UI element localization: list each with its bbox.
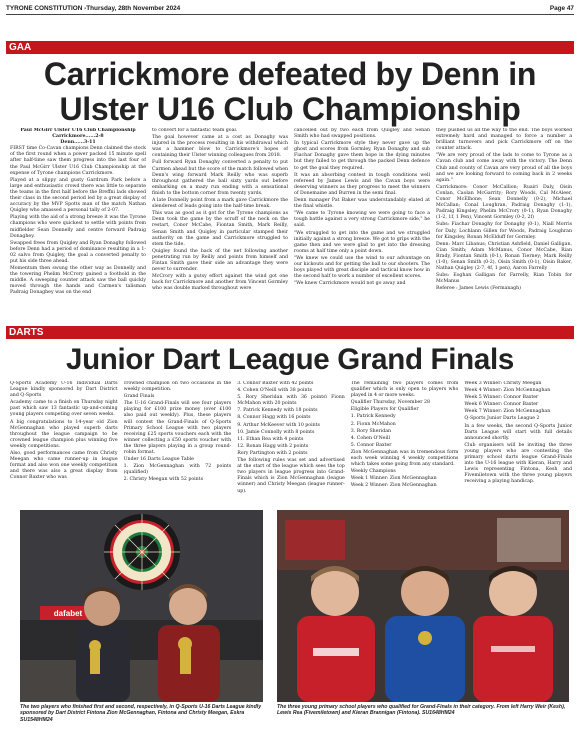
subheading: Q-Sports Junior Darts League 2 bbox=[464, 416, 540, 422]
team-list-denn: Denn: Marc Libanus; Christian Ashfield, Daniel Galligan, Cian Smith; Adam McManus, Conor McCabe, Rian Brady, Fiontan Smith (0-1), Ronan Tierney; Mark Reilly (1-0), Senan Smith (0-2), Oisin Smith (0-1), Oisin Baker, Nathan Quigley (2-7, 4f, 1 pen), Aaron Farrelly bbox=[436, 241, 572, 272]
section-label-darts: DARTS bbox=[9, 327, 44, 338]
paragraph: to convert for a fantastic team goal. bbox=[152, 128, 238, 133]
paragraph: Academy came to a finish on Thursday night past which saw 13 fantastic up-and-coming young players competing over seven weeks. bbox=[10, 400, 118, 418]
photo-darts-winners-illustration bbox=[20, 510, 263, 702]
section-label-gaa: GAA bbox=[9, 42, 32, 53]
paragraph: "We came to Tyrone knowing we were going to face a tough battle against a very strong Carrickmore side," he said. bbox=[294, 211, 430, 229]
paragraph: Club organisers will be inviting the three young players who are contesting the primary school darts league Grand-Finals into the U-16 league with Kieran, Harry and Lewis representing Fintona, Kesh and Fivemiletown with the three young players receiving a playing handicap. bbox=[464, 442, 572, 485]
paragraph: In a few weeks, the second Q-Sports Junior Darts League will start with full details announced shortly. bbox=[464, 423, 572, 441]
page-number: Page 47 bbox=[549, 4, 574, 12]
weekly-winner: Week 2 Winner: Zion McGennaghan bbox=[350, 483, 437, 489]
darts-headline: Junior Dart League Grand Finals bbox=[65, 343, 515, 376]
qualifier-row: 3. Rory Sheridan bbox=[350, 428, 392, 434]
league-table-row: 7. Patrick Kennedy with 18 points bbox=[237, 408, 318, 414]
subs-carrickmore: Subs: Fiachar Donaghy for Donaghy (0-1), Niall Morris for Daly, Lochlann Gillen for Woods, Padraig Loughran for Kingsley, Ronan McElduff for Gormley. bbox=[436, 222, 572, 240]
photo-caption-left: The two players who finished first and second, respectively, in Q-Sports U-16 Darts League kindly sponsored by Dart District Fintona Zion McGennaghan, Fintona and Christy Meegan, Eskra SU1548HM24 bbox=[20, 704, 262, 723]
paragraph: This was as good as it got for the Tyrone champions as Denn took the game by the scruff of the neck on the restart, Conor McCabe, Fiontan Smith, Mark Reilly, Senan Smith and Quigley in particular stamped their authority on the game and Carrickmore struggled to stem the tide. bbox=[152, 211, 288, 247]
weekly-winner: Week 1 Winner: Zion McGennaghan bbox=[350, 476, 437, 482]
league-table-row: 12. Ronan Hagg with 2 points bbox=[237, 443, 309, 449]
paragraph: Momentum then swung the other way as Donnelly and the towering Phelim McCrory gained a foothold in the middle. A sweeping counter attack saw the ball quickly moved through the hands and Carmen's talisman Padraig Donaghey was on the end bbox=[10, 266, 146, 296]
referee: Referee : James Lewis (Fermanagh) bbox=[436, 286, 521, 292]
league-table-row: 3. Connor Baxter with 42 points bbox=[237, 381, 314, 386]
league-table-row: 10. Jamie Connolly with 8 points bbox=[237, 429, 315, 435]
darts-article bbox=[10, 381, 572, 506]
photo-primary-school-players-illustration bbox=[277, 510, 569, 702]
paragraph: The U-16 Grand-Finals will see four players playing for £100 prize money (over £100 also paid out weekly). Plus, these players will contest the Grand-Finals of Q-Sports Primary School League with two players receiving £25 sports vouchers each with the winner collecting a £50 sports voucher with the three players playing in a group round-robin format. bbox=[123, 401, 232, 456]
weekly-winner: Week 5 Winner: Connor Baxter bbox=[464, 395, 539, 401]
darts-column bbox=[237, 381, 345, 506]
subheading: Under 16 Darts League Table bbox=[123, 457, 194, 463]
gaa-column bbox=[152, 128, 288, 324]
paragraph: The remaining two players comes from qualifier which is only open to players who played in 4 or more weeks. bbox=[350, 381, 459, 399]
subheading: Grand Finals bbox=[123, 394, 155, 400]
weekly-winner: Week 4 Winner: Zion McGennaghan bbox=[464, 388, 551, 394]
league-table-row: 9. Arthur McKeever with 10 points bbox=[237, 422, 320, 428]
gaa-headline: Carrickmore defeated by Denn in Ulster U16 Club Championship bbox=[43, 56, 537, 127]
paragraph: FIRST time Co-Cavan champions Denn claimed the stock of the first round when a power packed 15 minute spell after half-time saw them progress into the last four of the Paul McGirr Ulster U16 Club Championship at the expense of Tyrone champions Carrickmore. bbox=[10, 146, 146, 176]
paragraph: "We knew we could use the wind to our advantage on our kickouts and for getting the ball to our shooters. The boys played with great disciple and tactical know how in the second half to work a number of excellent scores. bbox=[294, 255, 430, 280]
weekly-winner: Week 3 Winner: Christy Meegan bbox=[464, 381, 542, 386]
paragraph: they pushed us all the way to the end. The boys worked extremely hard and managed to force a number a brilliant turnovers and pick Carrickmore off on the counter attack. bbox=[436, 128, 572, 152]
darts-column bbox=[124, 381, 232, 506]
paragraph: Full forward Ryan Donaghy converted a penalty to put Carmen ahead but the score of the match followed when Denn's wing forward Mark Reilly who was superb throughout gathered the ball sixty yards out before embarking on a mazy run ending with a sensational finish to the bottom corner from twenty yards. bbox=[152, 160, 288, 196]
weekly-winner: Week 7 Winner: Zion McGennaghan bbox=[464, 409, 551, 415]
paragraph: crowned champion on two occasions in the weekly competition. bbox=[123, 381, 232, 393]
masthead bbox=[6, 2, 574, 15]
gaa-column bbox=[436, 128, 572, 324]
darts-column bbox=[10, 381, 118, 506]
qualifier-row: 1. Patrick Kennedy bbox=[350, 414, 396, 420]
paragraph: Denn manager Pat Baker was understandably elated at the final whistle. bbox=[294, 198, 430, 210]
subheading: Eligible Players for Qualifier bbox=[350, 407, 419, 413]
paragraph: It was an absorbing contest in tough conditions well refereed by James Lewis and the Cavan boys were deserving winners as they progress to meet the winners of Donemaine and Burren in the semi final. bbox=[294, 172, 430, 196]
league-table-row: 11. Ethan Rea with 4 points bbox=[237, 436, 304, 442]
league-table-row: Rory Partington with 2 points bbox=[237, 450, 308, 456]
subheading: Weekly Champions bbox=[350, 469, 396, 475]
league-table-row: 2. Christy Meegan with 52 points bbox=[123, 477, 203, 483]
gaa-byline-score-1: Carrickmore......2-8 bbox=[52, 134, 104, 140]
paragraph: A big congratulations to 14-year old Zion McGennaghan who played superb darts throughout the league campaign to be crowned league champion plus winning five weekly competitions. bbox=[10, 419, 118, 449]
subs-denn: Subs: Eoghan Galligan for Farrelly, Rian Tobin for McManus bbox=[436, 273, 572, 285]
sponsor-banner-text: dafabet bbox=[53, 609, 83, 618]
paragraph: A late Donnelly point from a mark gave Carrickmore the slenderest of leads going into the half-time break. bbox=[152, 198, 288, 210]
gaa-article bbox=[10, 128, 572, 324]
paragraph: In typical Carrickmore style they never gave up the ghost and scores from Gormley, Ryan Donaghy and sub Fiachar Donaghy gave them hope in the dying minutes but they failed to get through the packed Denn defence to get the goal they required. bbox=[294, 141, 430, 171]
qualifier-row: 4. Cohen O'Neill bbox=[350, 435, 390, 441]
section-bar-darts bbox=[6, 326, 574, 339]
darts-column bbox=[464, 381, 572, 506]
league-table-row: 5. Rory Sheridan with 36 points\ Fionn McMahon with 20 points bbox=[237, 395, 345, 407]
team-list-carrickmore: Carrickmore: Conor McCallion; Ruairi Daly, Oisin Conlan, Caolan McGarrity; Rory Woods, Cal McAleer, Conor McElhone; Sean Donnelly (0-2), Michael McCallan; Conal Loughran, Padraig Donaghy (1-1), Padraig Kingsley, Phelim McCrory (0-1), Ryan Donaghy (1-2, 1f, 1 Pen), Vincent Gormley (0-2, 2f) bbox=[436, 184, 572, 221]
gaa-column bbox=[10, 128, 146, 324]
photo-darts-winners bbox=[20, 510, 263, 702]
qualifier-row: 5. Connor Baxter bbox=[350, 442, 392, 448]
gaa-byline-score-2: Denn......3-11 bbox=[60, 140, 96, 146]
qualifier-row: 2. Fionn McMahon bbox=[350, 421, 396, 427]
paragraph: Swapped frees from Quigley and Ryan Donaghy followed before Denn had a period of dominance resulting in a 1-02 salvo from Quigley, the goal a converted penalty to put his side three ahead. bbox=[10, 240, 146, 264]
photo-primary-school-players bbox=[277, 510, 569, 702]
photo-caption-right: The three young primary school players who qualified for Grand-Finals in their category. From left Harry Weir (Kesh), Lewis Rea (Fivemiletown) and Kieran Brannigan (Fintona). SU1648HM24 bbox=[277, 704, 566, 717]
paragraph: cancelled out by two each from Quigley and Senan Smith who had swapped positions. bbox=[294, 128, 430, 140]
paragraph: Played at a slippy and gusty Gardrum Park before a large and enthusiastic crowd there was little to separate the teams in the first half before the Breffni lads showed their class in the second period led by a great display of accuracy by the MVP Spotts man of the match Nathan Quigley who amassed a personal tally of 2-07. bbox=[10, 177, 146, 214]
paragraph: McCrory with a gutsy effort against the wind got one back for Carrickmore and another from Vincent Gormley who was double marked throughout were bbox=[152, 274, 288, 292]
paragraph: The following rules was set and advertised at the start of the league which sees the top two players in league progress into Grand-Finals which is Zion McGennaghan (league winner) and Christy Meegan (league runner-up). bbox=[237, 458, 345, 494]
paragraph: Quigley found the back of the net following another penetrating run by Reilly and points from himself and Fintan Smith gave their side an advantage they were never to surrender. bbox=[152, 248, 288, 273]
subheading: Qualifier Thursday, November 28 bbox=[350, 400, 430, 406]
gaa-byline-title: Paul McGirr Ulster U16 Club Championship bbox=[20, 128, 136, 133]
paragraph: The goal however came at a cost as Donaghy was injured in the process resulting in his withdrawal which was a hammer blow to Carrickmore's hopes of containing their Ulster winning colleagues from 2018. bbox=[152, 135, 288, 159]
league-table-row: 1. Zion McGennaghan with 72 points (qualified) bbox=[123, 464, 232, 476]
paragraph: "We are very proud of the lads to come to Tyrone as a Cavan club and come away with the victory. The Denn Club and county of Cavan are very proud of all the boys and we are looking forward to coming back in 2 weeks again." bbox=[436, 153, 572, 183]
paragraph: Q-Sports Academy U-16 Individual Darts League kindly sponsored by Dart District and Q-Sports bbox=[10, 381, 118, 399]
gaa-column bbox=[294, 128, 430, 324]
paragraph: Also, good performances came from Christy Meegan who came runner-up in league format and also won one weekly competition and there was also a great display from Connor Baxter who was bbox=[10, 451, 118, 481]
dartboard-icon bbox=[104, 514, 180, 590]
section-bar-gaa bbox=[6, 41, 574, 54]
darts-column bbox=[351, 381, 459, 506]
paragraph: "We struggled to get into the game and we struggled initially against a strong breeze. We got to grips with the game then and we were glad to get into the dressing rooms at half time only a point down. bbox=[294, 230, 430, 254]
league-table-row: 4. Cohen O'Neill with 38 points bbox=[237, 388, 312, 394]
weekly-winner: Week 6 Winner: Connor Baxter bbox=[464, 402, 539, 408]
paragraph: Playing with the aid of a strong breeze it was the Tyrone champions who were quickest to settle with points from midfielder Sean Donnelly and centre forward Padraig Donaghey. bbox=[10, 215, 146, 239]
masthead-left: TYRONE CONSTITUTION -Thursday, 28th November 2024 bbox=[6, 4, 181, 12]
paragraph: "We knew Carrickmore would not go away and bbox=[294, 281, 406, 287]
paragraph: Zion McGennaghan was in tremendous form each week winning 4 weekly competitions which takes some going from any standard. bbox=[350, 449, 459, 468]
league-table-row: 8. Connor Hagg with 16 points bbox=[237, 415, 311, 421]
